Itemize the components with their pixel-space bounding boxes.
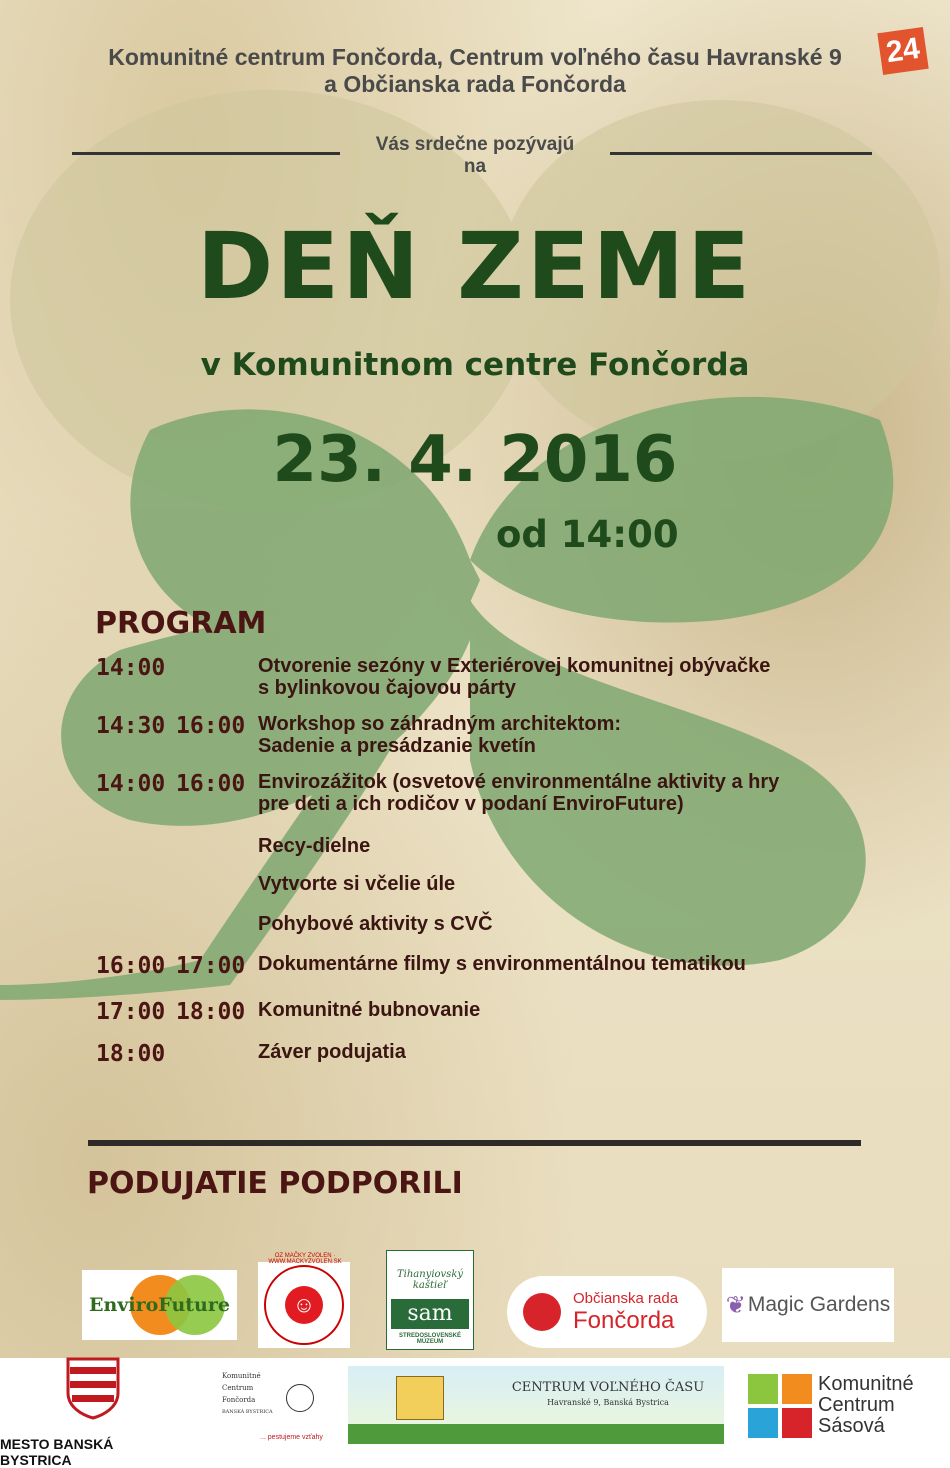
program-activity: Otvorenie sezóny v Exteriérovej komunitnej obývačke s bylinkovou čajovou párty xyxy=(258,655,771,699)
museum-logo xyxy=(386,1250,474,1350)
house-icon xyxy=(396,1376,444,1420)
cvc-title: CENTRUM VOĽNÉHO ČASU xyxy=(511,1380,705,1395)
program-activity: Recy-dielne xyxy=(258,835,371,857)
cat-icon: ☺ xyxy=(285,1286,323,1324)
building-icon xyxy=(782,1374,812,1404)
program-activity: Pohybové aktivity s CVČ xyxy=(258,913,493,935)
kc-foncorda-logo xyxy=(222,1370,332,1450)
badge-24: 24 xyxy=(877,27,928,75)
rada-line-2: Fončorda xyxy=(573,1306,675,1334)
program-activity: Záver podujatia xyxy=(258,1041,406,1063)
supporters-heading: PODUJATIE PODPORILI xyxy=(87,1166,463,1201)
program-divider xyxy=(88,1140,861,1146)
organizers-line-1: Komunitné centrum Fončorda, Centrum voľného času Havranské 9 xyxy=(108,44,842,70)
macky-zvolen-logo xyxy=(258,1253,350,1348)
program-start-time: 17:00 xyxy=(96,999,166,1025)
event-place: v Komunitnom centre Fončorda xyxy=(200,347,750,383)
museum-bottom: STREDOSLOVENSKÉ MÚZEUM xyxy=(398,1333,461,1345)
macky-text: OZ MAČKY ZVOLEN · WWW.MACKYZVOLEN.SK xyxy=(268,1253,342,1265)
magic-gardens-logo xyxy=(722,1268,894,1342)
program-activity: Vytvorte si včelie úle xyxy=(258,873,456,895)
kcf-line-2: Centrum xyxy=(222,1384,254,1392)
invite-line-2: na xyxy=(463,156,487,177)
program-end-time: 17:00 xyxy=(176,953,246,979)
kcs-line-2: Centrum xyxy=(818,1394,895,1416)
flower-icon: ❦ xyxy=(725,1291,746,1319)
magic-text: Magic Gardens xyxy=(747,1293,891,1316)
tree-icon xyxy=(748,1374,778,1404)
figure-icon xyxy=(286,1384,314,1412)
envirofuture-text: EnviroFuture xyxy=(89,1294,230,1316)
program-end-time: 16:00 xyxy=(176,713,246,739)
program-activity: Workshop so záhradným architektom: Sadenie a presádzanie kvetín xyxy=(258,713,622,757)
cvc-banner xyxy=(348,1366,724,1444)
program-activity: Komunitné bubnovanie xyxy=(258,999,481,1021)
kcs-line-3: Sásová xyxy=(818,1415,885,1437)
program-activity: Dokumentárne filmy s environmentálnou tematikou xyxy=(258,953,746,975)
kcs-line-1: Komunitné xyxy=(818,1373,914,1395)
program-start-time: 14:00 xyxy=(96,655,166,681)
program-end-time: 16:00 xyxy=(176,771,246,797)
kcf-line-4: BANSKÁ BYSTRICA xyxy=(222,1409,273,1415)
program-end-time: 18:00 xyxy=(176,999,246,1025)
rada-line-1: Občianska rada xyxy=(573,1289,679,1307)
museum-mid: sam xyxy=(391,1299,469,1329)
family-icon xyxy=(748,1408,778,1438)
kc-sasova-icons xyxy=(748,1374,812,1438)
program-start-time: 16:00 xyxy=(96,953,166,979)
kcf-line-3: Fončorda xyxy=(222,1396,256,1404)
cvc-address: Havranské 9, Banská Bystrica xyxy=(547,1398,669,1407)
museum-top: Tihanyiovský kaštieľ xyxy=(396,1269,464,1291)
rada-circle-icon xyxy=(523,1293,561,1331)
mesto-text: MESTO BANSKÁ BYSTRICA xyxy=(0,1436,114,1468)
invite-line-1: Vás srdečne pozývajú xyxy=(375,134,575,155)
program-start-time: 18:00 xyxy=(96,1041,166,1067)
kcf-line-1: Komunitné xyxy=(222,1372,261,1380)
organizers-line-2: a Občianska rada Fončorda xyxy=(324,71,626,97)
invite-text xyxy=(340,134,610,178)
event-time: od 14:00 xyxy=(496,513,679,556)
kc-sasova-text xyxy=(818,1374,914,1437)
divider-left xyxy=(72,152,340,155)
program-start-time: 14:00 xyxy=(96,771,166,797)
obcianska-rada-logo xyxy=(507,1276,707,1348)
program-activity: Envirozážitok (osvetové environmentálne aktivity a hry pre deti a ich rodičov v podaní EnviroFuture) xyxy=(258,771,780,815)
event-title: DEŇ ZEME xyxy=(196,213,754,320)
program-heading: PROGRAM xyxy=(95,606,267,641)
hand-icon xyxy=(782,1408,812,1438)
divider-right xyxy=(610,152,872,155)
event-date: 23. 4. 2016 xyxy=(272,423,678,497)
kcf-slogan: ... pestujeme vzťahy xyxy=(260,1434,323,1441)
envirofuture-logo xyxy=(82,1270,237,1340)
program-start-time: 14:30 xyxy=(96,713,166,739)
banska-bystrica-crest xyxy=(66,1357,120,1419)
